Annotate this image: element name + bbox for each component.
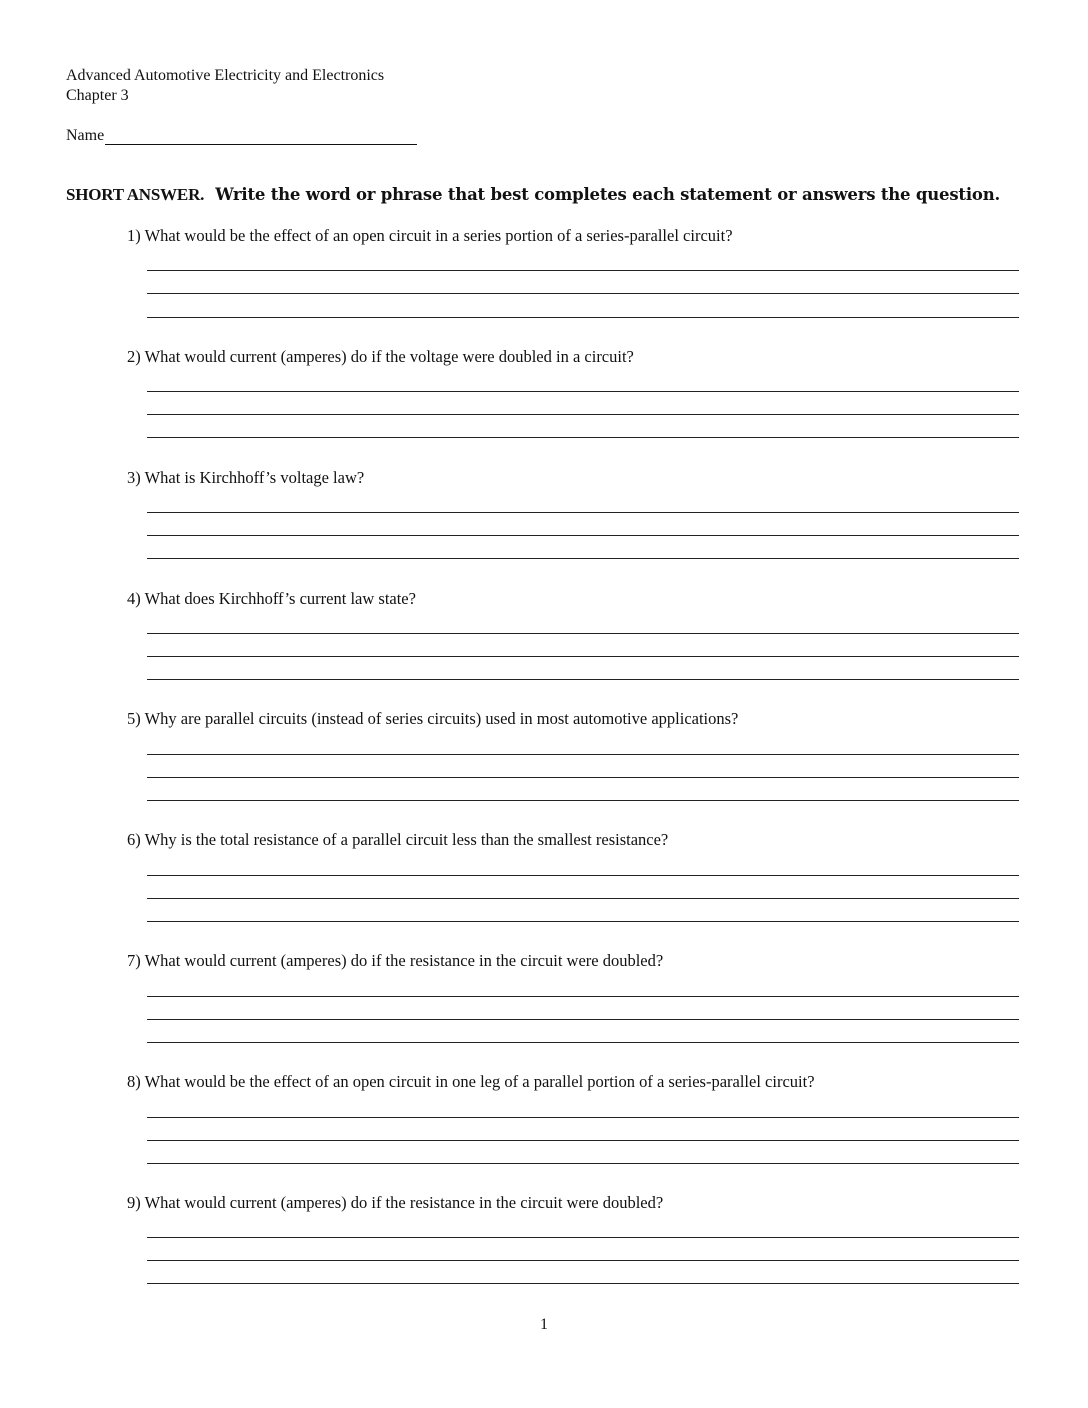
question-text: 9) What would current (amperes) do if the resistance in the circuit were doubled? <box>127 1193 664 1212</box>
name-label: Name <box>66 127 105 144</box>
question-text: 1) What would be the effect of an open circuit in a series portion of a series-parallel circuit? <box>127 226 733 245</box>
answer-line[interactable] <box>147 558 1019 559</box>
question-4 <box>127 589 1019 609</box>
question-text: 3) What is Kirchhoff’s voltage law? <box>127 468 365 487</box>
answer-line[interactable] <box>147 754 1019 755</box>
instructions <box>66 185 1000 205</box>
answer-line[interactable] <box>147 875 1019 876</box>
question-text: 4) What does Kirchhoff’s current law state? <box>127 589 416 608</box>
question-text: 8) What would be the effect of an open circuit in one leg of a parallel portion of a series-parallel circuit? <box>127 1072 815 1091</box>
question-text: 2) What would current (amperes) do if the voltage were doubled in a circuit? <box>127 347 634 366</box>
answer-line[interactable] <box>147 1117 1019 1118</box>
answer-line[interactable] <box>147 1042 1019 1043</box>
name-field[interactable] <box>105 124 417 145</box>
answer-line[interactable] <box>147 1019 1019 1020</box>
answer-line[interactable] <box>147 800 1019 801</box>
question-1 <box>127 226 1019 246</box>
answer-line[interactable] <box>147 679 1019 680</box>
question-3 <box>127 468 1019 488</box>
answer-line[interactable] <box>147 633 1019 634</box>
answer-line[interactable] <box>147 414 1019 415</box>
answer-line[interactable] <box>147 921 1019 922</box>
chapter-label: Chapter 3 <box>66 87 129 104</box>
answer-line[interactable] <box>147 777 1019 778</box>
answer-line[interactable] <box>147 512 1019 513</box>
page-number: 1 <box>540 1316 548 1333</box>
question-7 <box>127 951 1019 971</box>
name-row <box>66 124 417 145</box>
question-8 <box>127 1072 1019 1092</box>
answer-line[interactable] <box>147 535 1019 536</box>
answer-line[interactable] <box>147 996 1019 997</box>
question-9 <box>127 1193 1019 1213</box>
section-heading: SHORT ANSWER. <box>66 185 205 204</box>
answer-line[interactable] <box>147 1237 1019 1238</box>
question-5 <box>127 709 1019 729</box>
instructions-text: Write the word or phrase that best completes each statement or answers the question. <box>215 185 1001 204</box>
answer-line[interactable] <box>147 270 1019 271</box>
answer-line[interactable] <box>147 391 1019 392</box>
course-title: Advanced Automotive Electricity and Electronics <box>66 67 385 84</box>
answer-line[interactable] <box>147 437 1019 438</box>
question-text: 6) Why is the total resistance of a parallel circuit less than the smallest resistance? <box>127 830 669 849</box>
question-text: 7) What would current (amperes) do if the resistance in the circuit were doubled? <box>127 951 664 970</box>
answer-line[interactable] <box>147 656 1019 657</box>
question-2 <box>127 347 1019 367</box>
answer-line[interactable] <box>147 1140 1019 1141</box>
answer-line[interactable] <box>147 317 1019 318</box>
answer-line[interactable] <box>147 898 1019 899</box>
question-6 <box>127 830 1019 850</box>
answer-line[interactable] <box>147 1260 1019 1261</box>
document-header <box>66 66 384 106</box>
answer-line[interactable] <box>147 1163 1019 1164</box>
question-text: 5) Why are parallel circuits (instead of series circuits) used in most automotive applications? <box>127 709 739 728</box>
answer-line[interactable] <box>147 293 1019 294</box>
answer-line[interactable] <box>147 1283 1019 1284</box>
